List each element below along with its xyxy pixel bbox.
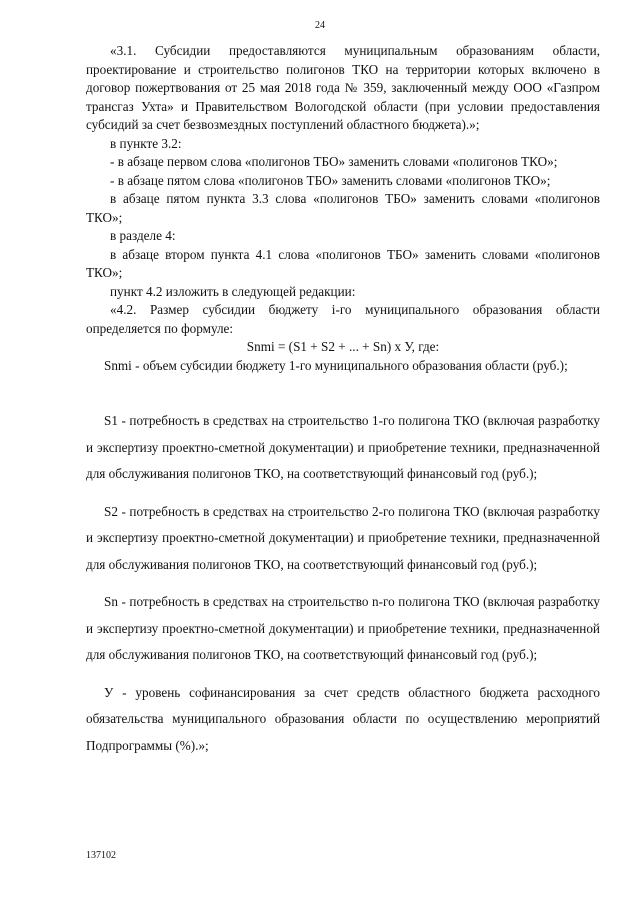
paragraph-item-3-3: в абзаце пятом пункта 3.3 слова «полигонов ТБО» заменить словами «полигонов ТКО»; bbox=[86, 191, 600, 225]
paragraph-abzac-first: - в абзаце первом слова «полигонов ТБО» заменить словами «полигонов ТКО»; bbox=[110, 154, 558, 169]
paragraph-section-4: в разделе 4: bbox=[110, 228, 176, 243]
paragraph-abzac-fifth: - в абзаце пятом слова «полигонов ТБО» заменить словами «полигонов ТКО»; bbox=[110, 172, 551, 188]
formula: Snmi = (S1 + S2 + ... + Sn) x У, где: bbox=[246, 339, 440, 354]
definition-s1: S1 - потребность в средствах на строительство 1-го полигона ТКО (включая разработку и экспертизу проектно-сметной документации) и приобретение техники, предназначенной для обслуживания полигонов ТКО, на соответствующий финансовый год (руб.); bbox=[86, 413, 600, 481]
definition-s2: S2 - потребность в средствах на строительство 2-го полигона ТКО (включая разработку и экспертизу проектно-сметной документации) и приобретение техники, предназначенной для обслуживания полигонов ТКО, на соответствующий финансовый год (руб.); bbox=[86, 503, 600, 572]
definition-snmi: Snmi - объем субсидии бюджету 1-го муниципального образования области (руб.); bbox=[104, 357, 568, 373]
definition-u: У - уровень софинансирования за счет средств областного бюджета расходного обязательства муниципального образования области по осуществлению мероприятий Подпрограммы (%).»; bbox=[86, 684, 600, 753]
definitions-block bbox=[86, 408, 600, 759]
paragraph-item-4-2-intro: пункт 4.2 изложить в следующей редакции: bbox=[110, 283, 356, 299]
page-number: 24 bbox=[315, 20, 325, 31]
paragraph-item-3-2: в пункте 3.2: bbox=[110, 135, 182, 151]
paragraph-3-1: «3.1. Субсидии предоставляются муниципальным образованиям области, проектирование и строительство полигонов ТКО на территории которых включено в договор пожертвования от 25 мая 2018 года № 359, заключенный между ООО «Газпром трансгаз Ухта» и Правительством Вологодской области (при условии предоставления субсидий за счет безвозмездных поступлений областного бюджета).»; bbox=[86, 43, 600, 132]
definition-sn: Sn - потребность в средствах на строительство n-го полигона ТКО (включая разработку и экспертизу проектно-сметной документации) и приобретение техники, предназначенной для обслуживания полигонов ТКО, на соответствующий финансовый год (руб.); bbox=[86, 594, 600, 662]
paragraph-4-2: «4.2. Размер субсидии бюджету i-го муниципального образования области определяется по формуле: bbox=[86, 302, 600, 336]
amendment-text-block bbox=[86, 42, 600, 375]
document-code: 137102 bbox=[86, 850, 116, 861]
paragraph-item-4-1: в абзаце втором пункта 4.1 слова «полигонов ТБО» заменить словами «полигонов ТКО»; bbox=[86, 246, 600, 280]
